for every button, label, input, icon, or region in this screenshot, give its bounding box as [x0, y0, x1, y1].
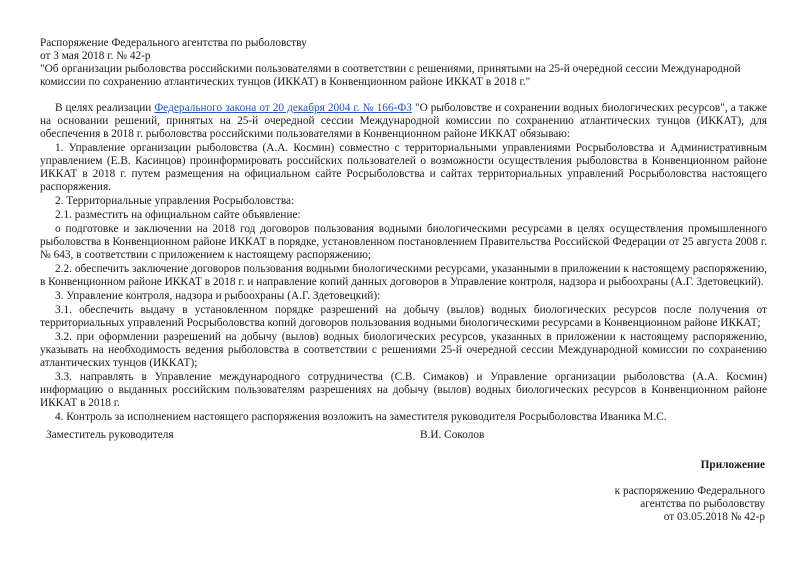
signature-name: В.И. Соколов [420, 429, 485, 441]
paragraph-2-1: 2.1. разместить на официальном сайте объявление: [55, 209, 301, 221]
paragraph-3-2: 3.2. при оформлении разрешений на добычу (вылов) водных биологических ресурсов, указанных в приложении к настоящему распоряжению, указывать на необходимость ведения рыболовства в соответствии с решениями 25-й очередной сессии Международной комиссии по сохранению атлантических тунцов (ИККАТ); [40, 331, 767, 369]
paragraph-4: 4. Контроль за исполнением настоящего распоряжения возложить на заместителя руководителя Росрыболовства Иваника М.С. [55, 411, 667, 423]
issuer-line: Распоряжение Федерального агентства по рыболовству [40, 37, 307, 49]
intro-paragraph [40, 102, 767, 141]
paragraph-2-2: 2.2. обеспечить заключение договоров пользования водными биологическими ресурсами, указанными в приложении к настоящему распоряжению, в Конвенционном районе ИККАТ в 2018 г. и направление копий данных договоров в Управление контроля, надзора и рыбоохраны (А.Г. Здетовецкий). [40, 263, 767, 288]
intro-before-link: В целях реализации [55, 102, 155, 114]
date-number-line: от 3 мая 2018 г. № 42-р [40, 50, 151, 62]
title-line-2: комиссии по сохранению атлантических тунцов (ИККАТ) в Конвенционном районе ИККАТ в 2018 г." [40, 76, 531, 88]
paragraph-2-1-text: о подготовке и заключении на 2018 год договоров пользования водными биологическими ресурсами в целях осуществления промышленного рыболовства в Конвенционном районе ИККАТ в порядке, установленном постановлением Правительства Российской Федерации от 25 августа 2008 г. № 643, в соответствии с приложением к настоящему распоряжению; [40, 223, 767, 261]
appendix-ref-line-1: к распоряжению Федерального [614, 485, 765, 497]
title-line-1: "Об организации рыболовства российскими пользователями в соответствии с решениями, принятыми на 25-й очередной сессии Международной [40, 63, 741, 75]
document-body [40, 102, 767, 424]
signature-position: Заместитель руководителя [46, 429, 174, 441]
intro-after-link: "О рыболовстве и сохранении водных биологических ресурсов", а также на основании решений, принятых на 25-й очередной сессии Международной комиссии по сохранению атлантических тунцов (ИККАТ), для обеспечения в 2018 г. рыболовства российскими пользователями в Конвенционном районе ИККАТ обязываю: [40, 102, 767, 140]
paragraph-3: 3. Управление контроля, надзора и рыбоохраны (А.Г. Здетовецкий): [55, 290, 381, 302]
paragraph-3-3: 3.3. направлять в Управление международного сотрудничества (С.В. Симаков) и Управление организации рыболовства (А.А. Космин) информацию о выданных российским пользователям разрешениях на добычу (вылов) водных биологических ресурсов в Конвенционном районе ИККАТ в 2018 г. [40, 371, 767, 409]
appendix-ref-line-3: от 03.05.2018 № 42-р [663, 511, 765, 523]
appendix-title: Приложение [700, 459, 765, 471]
federal-law-link[interactable]: Федерального закона от 20 декабря 2004 г. № 166-ФЗ [154, 102, 412, 114]
appendix-ref-line-2: агентства по рыболовству [640, 498, 765, 510]
paragraph-2: 2. Территориальные управления Росрыболовства: [55, 195, 295, 207]
document-header [40, 37, 770, 89]
paragraph-3-1: 3.1. обеспечить выдачу в установленном порядке разрешений на добычу (вылов) водных биологических ресурсов после получения от территориальных управлений Росрыболовства копий договоров пользования водными биологическими ресурсами в Конвенционном районе ИККАТ; [40, 304, 767, 329]
appendix-reference [615, 485, 765, 524]
paragraph-1: 1. Управление организации рыболовства (А.А. Космин) совместно с территориальными управлениями Росрыболовства и Административным управлением (Е.В. Касинцов) проинформировать российских пользователей о возможности осуществления рыболовства в Конвенционном районе ИККАТ в 2018 г. путем размещения на официальном сайте Росрыболовства и сайтах территориальных управлений Росрыболовства настоящего распоряжения. [40, 142, 767, 193]
